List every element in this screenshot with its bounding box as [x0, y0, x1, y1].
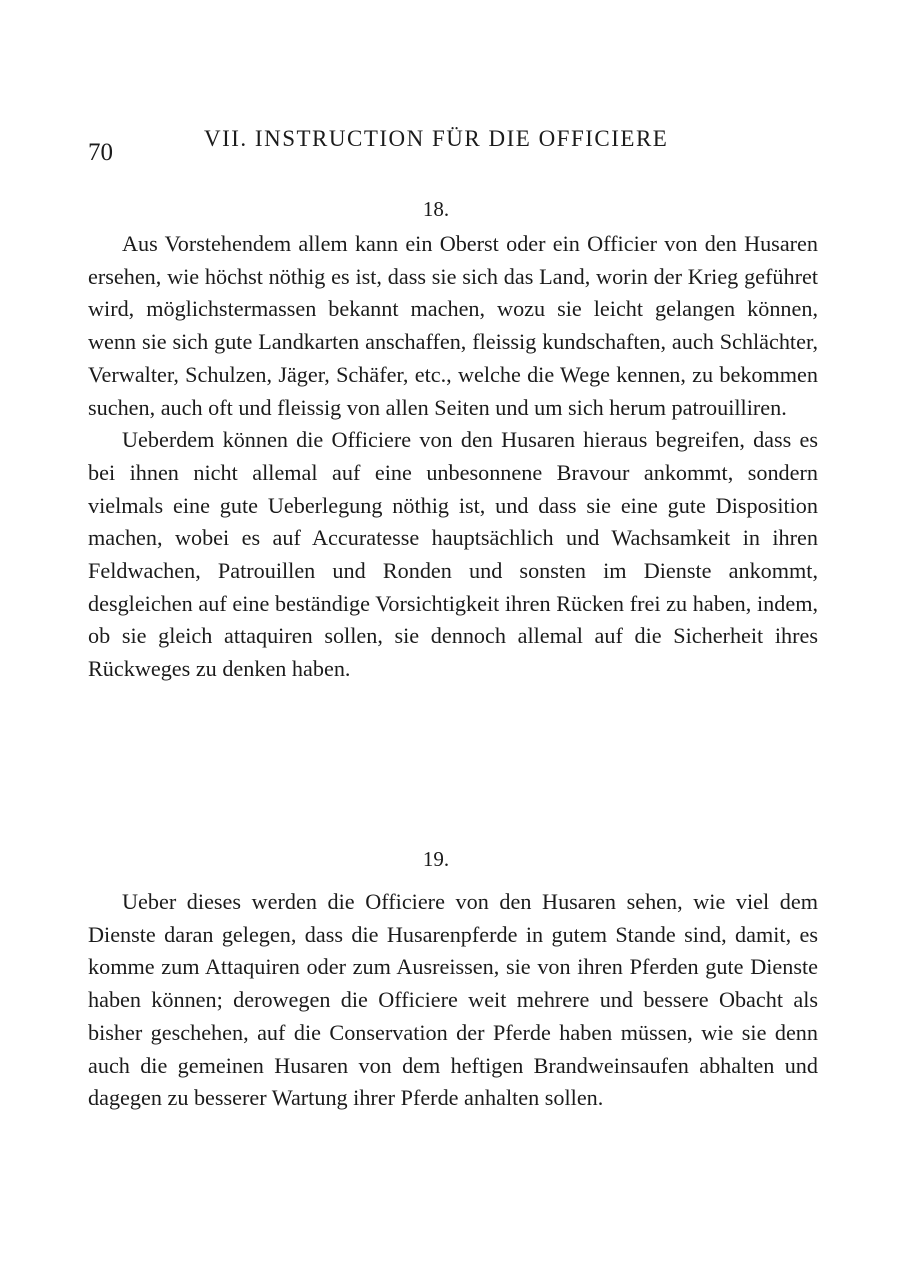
paragraph: Ueber dieses werden die Officiere von den Husaren sehen, wie viel dem Dienste daran gelegen, dass die Husarenpferde in gutem Stande sind, damit, es komme zum Attaquiren oder zum Ausreissen, sie von ihren Pferden gute Dienste haben können; derowegen die Officiere weit mehrere und bessere Obacht als bisher geschehen, auf die Conservation der Pferde haben müssen, wie sie denn auch die gemeinen Husaren von dem heftigen Brandweinsaufen abhalten und dagegen zu besserer Wartung ihrer Pferde anhalten sollen.: [88, 889, 818, 1111]
paragraph: Ueberdem können die Officiere von den Husaren hieraus begreifen, dass es bei ihnen nicht allemal auf eine unbesonnene Bravour ankommt, sondern vielmals eine gute Ueberlegung nöthig ist, und dass sie eine gute Disposition machen, wobei es auf Accuratesse hauptsächlich und Wachsamkeit in ihren Feldwachen, Patrouillen und Ronden und sonsten im Dienste ankommt, desgleichen auf eine beständige Vorsichtigkeit ihren Rücken frei zu haben, indem, ob sie gleich attaquiren sollen, sie dennoch allemal auf die Sicherheit ihres Rückweges zu denken haben.: [88, 427, 818, 682]
section-18-body: [88, 228, 818, 686]
section-number-18: 18.: [422, 197, 450, 221]
section-number-19: 19.: [422, 847, 450, 871]
section-19-body: [88, 886, 818, 1115]
paragraph: Aus Vorstehendem allem kann ein Oberst oder ein Officier von den Husaren ersehen, wie höchst nöthig es ist, dass sie sich das Land, worin der Krieg geführet wird, möglichstermassen bekannt machen, wozu sie leicht gelangen können, wenn sie sich gute Landkarten anschaffen, fleissig kundschaften, auch Schlächter, Verwalter, Schulzen, Jäger, Schäfer, etc., welche die Wege kennen, zu bekommen suchen, auch oft und fleissig von allen Seiten und um sich herum patrouilliren.: [88, 231, 818, 420]
page-number: 70: [88, 139, 113, 166]
running-title: VII. INSTRUCTION FÜR DIE OFFICIERE: [204, 126, 669, 151]
